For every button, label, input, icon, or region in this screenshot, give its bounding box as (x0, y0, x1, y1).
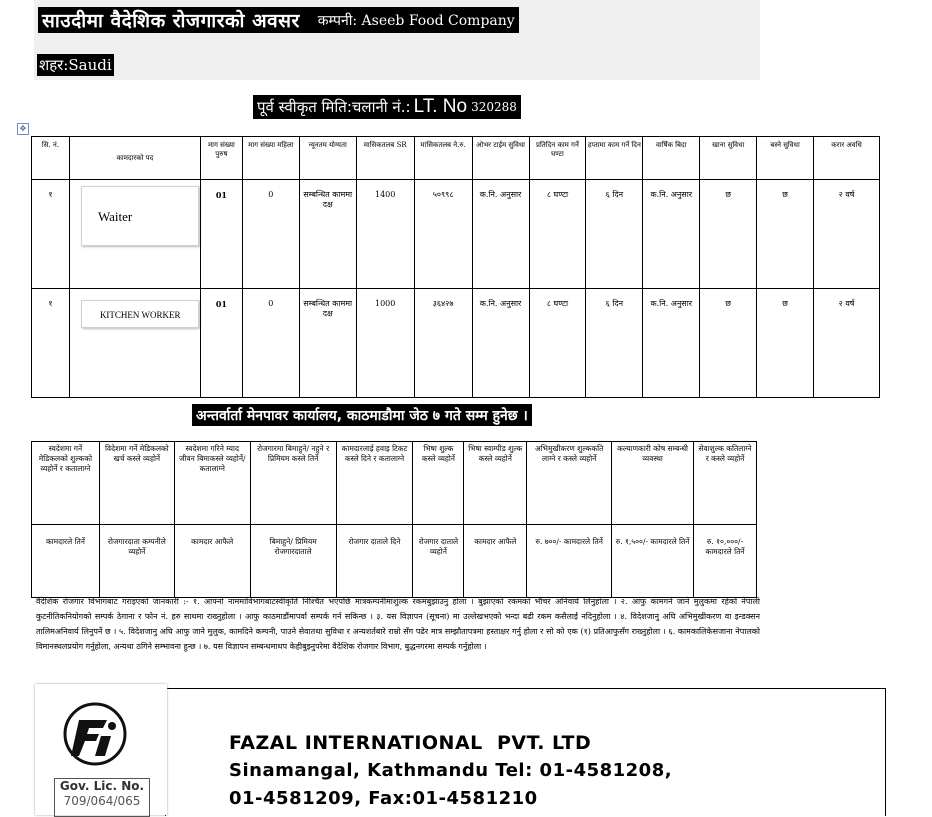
approval-code: LT. No (413, 96, 468, 117)
fee-header: कल्याणकारी कोष सम्बन्धी व्यवस्था (612, 442, 694, 525)
salary-npr: ३६४२७ (414, 289, 472, 398)
fee-header: भिषा शुल्क कस्ले व्यहोर्ने (413, 442, 464, 525)
fee-value: बिमाहुने/ प्रिमियम रोजगारदाताले (250, 525, 336, 598)
salary-npr: ५०९९८ (414, 180, 472, 289)
fi-logo-icon (35, 684, 167, 779)
fee-value: रु. १०,०००/- कामदारले तिर्ने (694, 525, 757, 598)
header-cell: मासिकतलब ने.रु. (414, 137, 472, 180)
fee-header: सेवाशुल्क कतिलाग्ने र कस्ले व्यहोर्ने (694, 442, 757, 525)
lodging: छ (757, 289, 814, 398)
table-move-handle-icon[interactable]: ✥ (17, 123, 29, 135)
fee-header: स्वदेशमा गर्ने मेडिकलको शुल्कको व्यहोर्ने र कतालाग्ने (32, 442, 100, 525)
position-cell (69, 180, 200, 289)
fee-header: अभिमुखीकरण शुल्ककति लाग्ने र कस्ले व्यहोर्ने (527, 442, 612, 525)
female-demand: 0 (242, 180, 299, 289)
header-cell: करार अवधि (814, 137, 880, 180)
qualification: सम्बन्धित काममा दक्ष (299, 289, 356, 398)
company-contact (229, 729, 672, 813)
female-demand: 0 (242, 289, 299, 398)
header-cell: प्रतिदिन काम गर्ने घण्टा (529, 137, 586, 180)
header-cell: सि. नं. (32, 137, 70, 180)
header-cell: वार्षिक बिदा (643, 137, 700, 180)
position-name: KITCHEN WORKER (81, 300, 199, 328)
fee-header: भिषा स्वाम्पीड शुल्क कस्ले व्यहोर्ने (464, 442, 527, 525)
company-label: कम्पनी: (317, 12, 358, 29)
fee-value: रोजगार दाताले व्यहोर्ने (413, 525, 464, 598)
salary-sr: 1400 (356, 180, 414, 289)
food: छ (700, 180, 757, 289)
serial-number: १ (32, 289, 70, 398)
food: छ (700, 289, 757, 398)
overtime: क.नि. अनुसार (472, 289, 529, 398)
lodging: छ (757, 180, 814, 289)
department-notice: वैदेशिक रोजगार विभागबाट गराइएको जानकारी :- १. आफ्नो नाममाविभागबाटस्वीकृति निश्चित भएपछि मात्रकम्पनीमाशुल्क रकमबुझाउनु होला । बुझाएको रकमको भौचर अनिवार्य लिनुहोला । २. आफु कामगर्न जाने मुलुकमा रहेको नेपाली कुटनीतिकनियोगको सम्पर्क ठेगाना र फोन नं. हरु साथमा राख्नुहोला । आफु काठमाडौंमापर्वा सम्पर्क गर्न सकिन्छ । ३. यस विज्ञापन (सूचना) मा उल्लेखभएको भन्दा बढी रकम कसैलाई नदिनुहोला । ४. विदेशजानु अघि अभिमुखीकरण वा इन्डक्सन तालिमअनिवार्य लिनुपर्ने छ । ५. विदेशजानु अघि आफु जाने मुलुक, कामदिने कम्पनी, पाउने सेवातथा सुविधा र अन्यशर्तबारे राम्रो सँग पढेर मात्र सम्झौतापत्रमा हस्ताक्षर गर्नु होला र सो को एक (१) प्रतिआफुसँग राख्नुहोला । ६. कामकालिकेसजाना नेपालको विमानस्थलप्रयोग गर्नुहोला, अन्यथा ठगिने सम्भावना हुन्छ । ७. यस विज्ञापन सम्बन्धमाथप केहीबुझ्नुपरेमा वैदेशिक रोजगार विभाग, बुद्धनगरमा सम्पर्क गर्नुहोला । (36, 597, 760, 651)
header-cell: हप्तामा काम गर्ने दिन (586, 137, 643, 180)
fees-value-row (32, 525, 757, 598)
header-cell: न्यूनतम योग्यता (299, 137, 356, 180)
fee-header: कामदारलाई हवाइ टिकट कस्ले दिने र कतालाग्ने (336, 442, 413, 525)
male-demand: 01 (200, 180, 242, 289)
male-demand: 01 (200, 289, 242, 398)
fee-value: रु. १,५००/- कामदारले तिर्ने (612, 525, 694, 598)
header-cell: खाना सुविधा (700, 137, 757, 180)
serial-number: १ (32, 180, 70, 289)
company-line (318, 11, 515, 30)
days: ६ दिन (586, 180, 643, 289)
agency-address: Sinamangal, Kathmandu Tel: 01-4581208, (229, 760, 673, 781)
position-cell (69, 289, 200, 398)
city-label: शहर: (39, 56, 69, 74)
hours: ८ घण्टा (529, 180, 586, 289)
approval-label: पूर्व स्वीकृत मिति:चलानी नं.: (257, 98, 411, 116)
salary-sr: 1000 (356, 289, 414, 398)
fee-value: रोजगार दाताले दिने (336, 525, 413, 598)
jobs-header-row (32, 137, 880, 180)
header-cell: मासिकतलब SR (356, 137, 414, 180)
city-bar (37, 54, 114, 76)
fee-value: कामदारले तिर्ने (32, 525, 100, 598)
company-name: Aseeb Food Company (361, 12, 515, 29)
fee-header: विदेशमा गर्ने मेडिकलको खर्च कस्ले व्यहोर्ने (99, 442, 174, 525)
qualification: सम्बन्धित काममा दक्ष (299, 180, 356, 289)
fee-header: स्वदेशमा गरिने म्याद जीवन बिमाकस्ले व्यहोर्ने/ कतालाग्ने (174, 442, 250, 525)
title-bar (38, 7, 519, 33)
fees-table (31, 441, 757, 598)
annual-leave: क.नि. अनुसार (643, 289, 700, 398)
table-row (32, 289, 880, 398)
fee-value: रु. ७००/- कामदारले तिर्ने (527, 525, 612, 598)
header-cell: कामदारको पद (69, 137, 200, 180)
annual-leave: क.नि. अनुसार (643, 180, 700, 289)
header-cell: बस्ने सुविधा (757, 137, 814, 180)
fee-value: कामदार आफैले (174, 525, 250, 598)
header-cell: ओभर टाईम सुविधा (472, 137, 529, 180)
header-cell: माग संख्या महिला (242, 137, 299, 180)
position-name: Waiter (81, 186, 199, 246)
header-cell: माग संख्या पुरुष (200, 137, 242, 180)
fee-value: कामदार आफैले (464, 525, 527, 598)
license-label: Gov. Lic. No. (59, 779, 145, 793)
table-row (32, 180, 880, 289)
city-value: Saudi (68, 56, 112, 74)
overtime: क.नि. अनुसार (472, 180, 529, 289)
approval-bar (253, 95, 521, 119)
interview-notice: अन्तर्वार्ता मेनपावर कार्यालय, काठमाडौमा जेठ ७ गते सम्म हुनेछ । (192, 404, 532, 426)
approval-number: 320288 (471, 100, 517, 114)
fee-value: रोजगारदाता कम्पनीले व्यहोर्ने (99, 525, 174, 598)
days: ६ दिन (586, 289, 643, 398)
fee-header: रोजगारमा बिमाहुने/ नहुने र प्रिमियम कस्ले तिर्ने (250, 442, 336, 525)
agency-name: FAZAL INTERNATIONAL PVT. LTD (229, 732, 592, 754)
hours: ८ घण्टा (529, 289, 586, 398)
contract: २ वर्ष (814, 180, 880, 289)
license-box (54, 778, 150, 817)
license-number: 709/064/065 (63, 794, 141, 808)
contract: २ वर्ष (814, 289, 880, 398)
agency-phone-fax: 01-4581209, Fax:01-4581210 (229, 788, 538, 809)
fees-header-row (32, 442, 757, 525)
jobs-table (31, 136, 880, 398)
page-title: साउदीमा वैदेशिक रोजगारको अवसर (42, 10, 300, 32)
